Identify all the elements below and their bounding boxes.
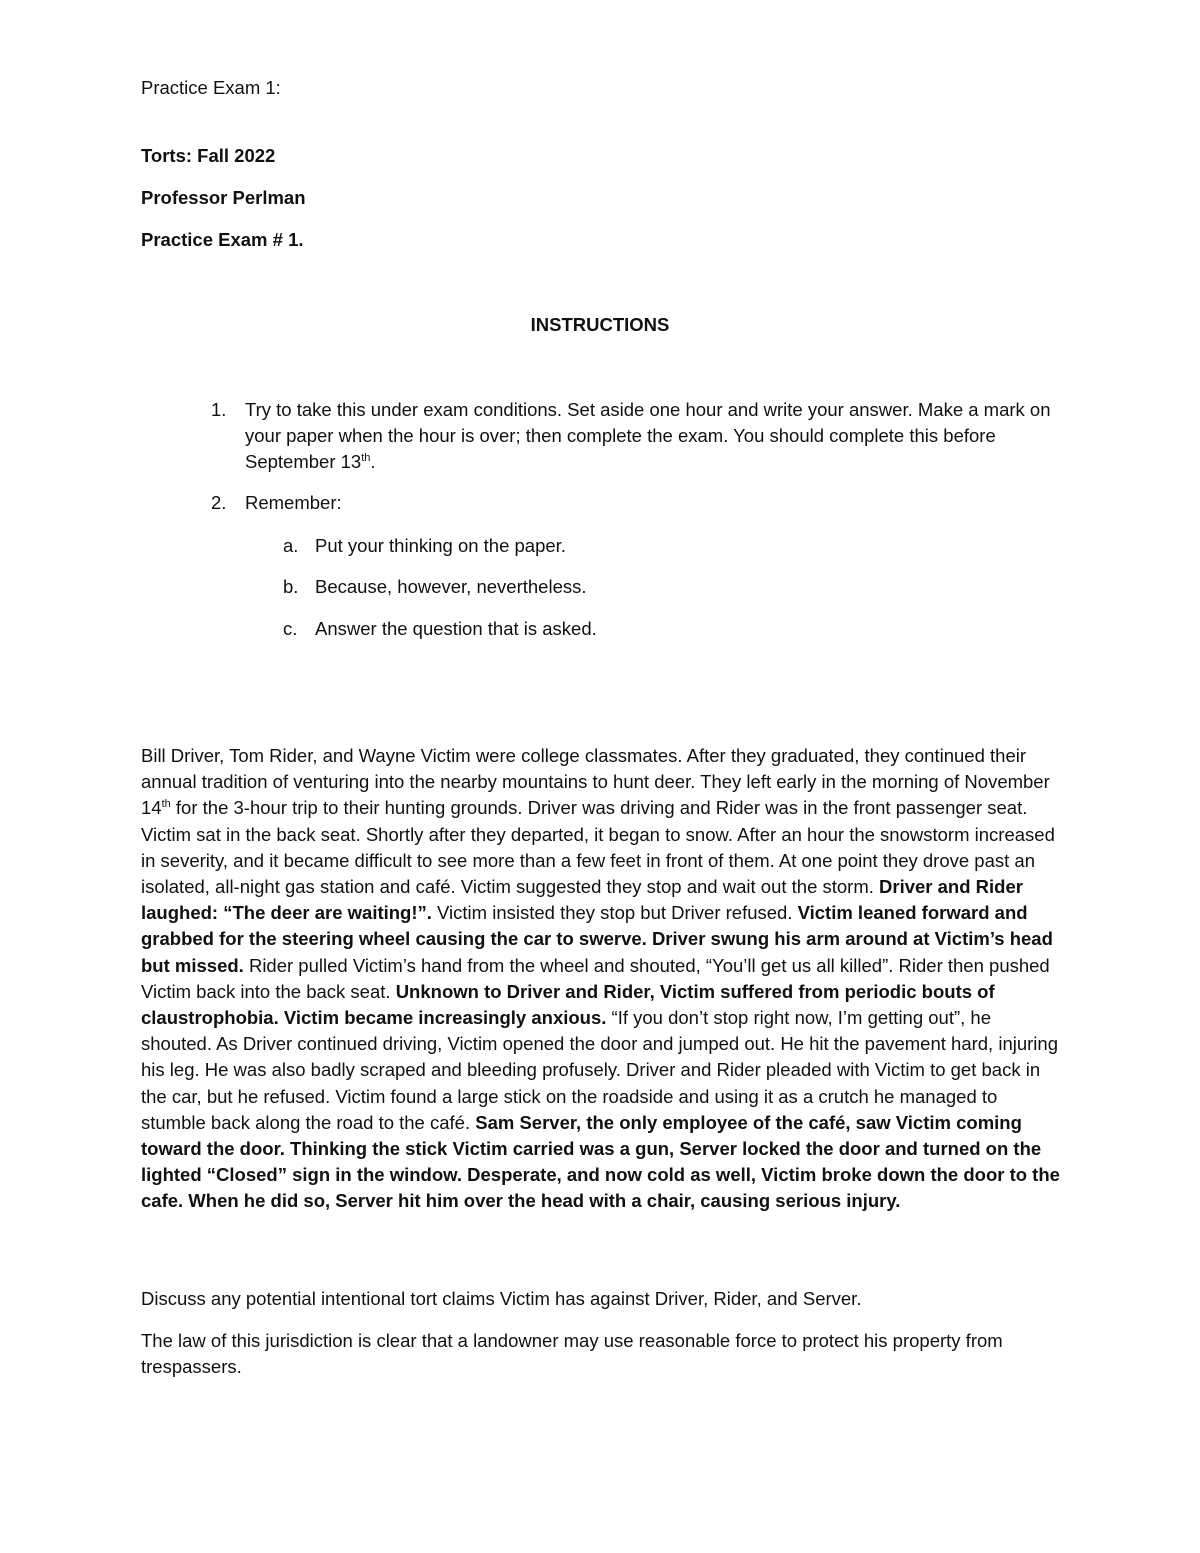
instruction-text [245, 397, 1075, 475]
fact-bold-text: Sam Server, the only employee of the café, saw Victim coming toward the door. Thinking the stick Victim carried was a gun, Server locked the door and turned on the lighted “Closed” sign in the window. Desperate, and now cold as well, Victim broke down the door to the cafe. When he did so, Server hit him over the head with a chair, causing serious injury. [141, 1111, 1060, 1212]
instructions-heading: INSTRUCTIONS [530, 314, 670, 335]
exam-number: Practice Exam # 1. [141, 229, 304, 250]
sublist-text: Answer the question that is asked. [315, 618, 597, 639]
list-marker: b. [283, 576, 299, 597]
superscript: th [361, 452, 371, 464]
fact-bold-text: Unknown to Driver and Rider, Victim suffered from periodic bouts of claustrophobia. Victim became increasingly anxious. [141, 980, 995, 1029]
instruction-text: Remember: [245, 492, 342, 513]
fact-pattern [141, 743, 1061, 1215]
exam-question: Discuss any potential intentional tort claims Victim has against Driver, Rider, and Server. [141, 1288, 862, 1309]
list-marker: 1. [211, 399, 227, 420]
instruction-text-end: . [370, 451, 376, 472]
law-note: The law of this jurisdiction is clear that a landowner may use reasonable force to protect his property from trespassers. [141, 1330, 1003, 1378]
superscript: th [161, 798, 171, 811]
list-marker: a. [283, 535, 299, 556]
fact-bold-text: Victim leaned forward and grabbed for the steering wheel causing the car to swerve. Driver swung his arm around at Victim’s head but missed. [141, 902, 1053, 976]
practice-exam-label: Practice Exam 1: [141, 77, 281, 98]
fact-bold-text: Driver and Rider laughed: “The deer are waiting!”. [141, 876, 1023, 924]
professor-name: Professor Perlman [141, 187, 306, 208]
fact-text: for the 3-hour trip to their hunting grounds. Driver was driving and Rider was in the front passenger seat. Victim sat in the back seat. Shortly after they departed, it began to snow. After an hour the snowstorm increased in severity, and it became difficult to see more than a few feet in front of them. At one point they drove past an isolated, all-night gas station and café. Victim suggested they stop and wait out the storm. [141, 797, 1055, 898]
fact-text: Rider pulled Victim’s hand from the wheel and shouted, “You’ll get us all killed”. Rider then pushed Victim back into the back seat. [141, 954, 1050, 1002]
instruction-text-main: Try to take this under exam conditions. Set aside one hour and write your answer. Make a mark on your paper when the hour is over; then complete the exam. You should complete this before September 13 [245, 399, 1051, 472]
list-marker: 2. [211, 492, 227, 513]
list-marker: c. [283, 618, 298, 639]
fact-text: Bill Driver, Tom Rider, and Wayne Victim were college classmates. After they graduated, they continued their annual tradition of venturing into the nearby mountains to hunt deer. They left early in the morning of November 14 [141, 745, 1050, 819]
sublist-text: Because, however, nevertheless. [315, 576, 587, 597]
course-title: Torts: Fall 2022 [141, 145, 276, 166]
sublist-text: Put your thinking on the paper. [315, 535, 566, 556]
fact-text: “If you don’t stop right now, I’m getting out”, he shouted. As Driver continued driving, Victim opened the door and jumped out. He hit the pavement hard, injuring his leg. He was also badly scraped and bleeding profusely. Driver and Rider pleaded with Victim to get back in the car, but he refused. Victim found a large stick on the roadside and using it as a crutch he managed to stumble back along the road to the café. [141, 1007, 1058, 1133]
fact-text: Victim insisted they stop but Driver refused. [431, 902, 798, 924]
